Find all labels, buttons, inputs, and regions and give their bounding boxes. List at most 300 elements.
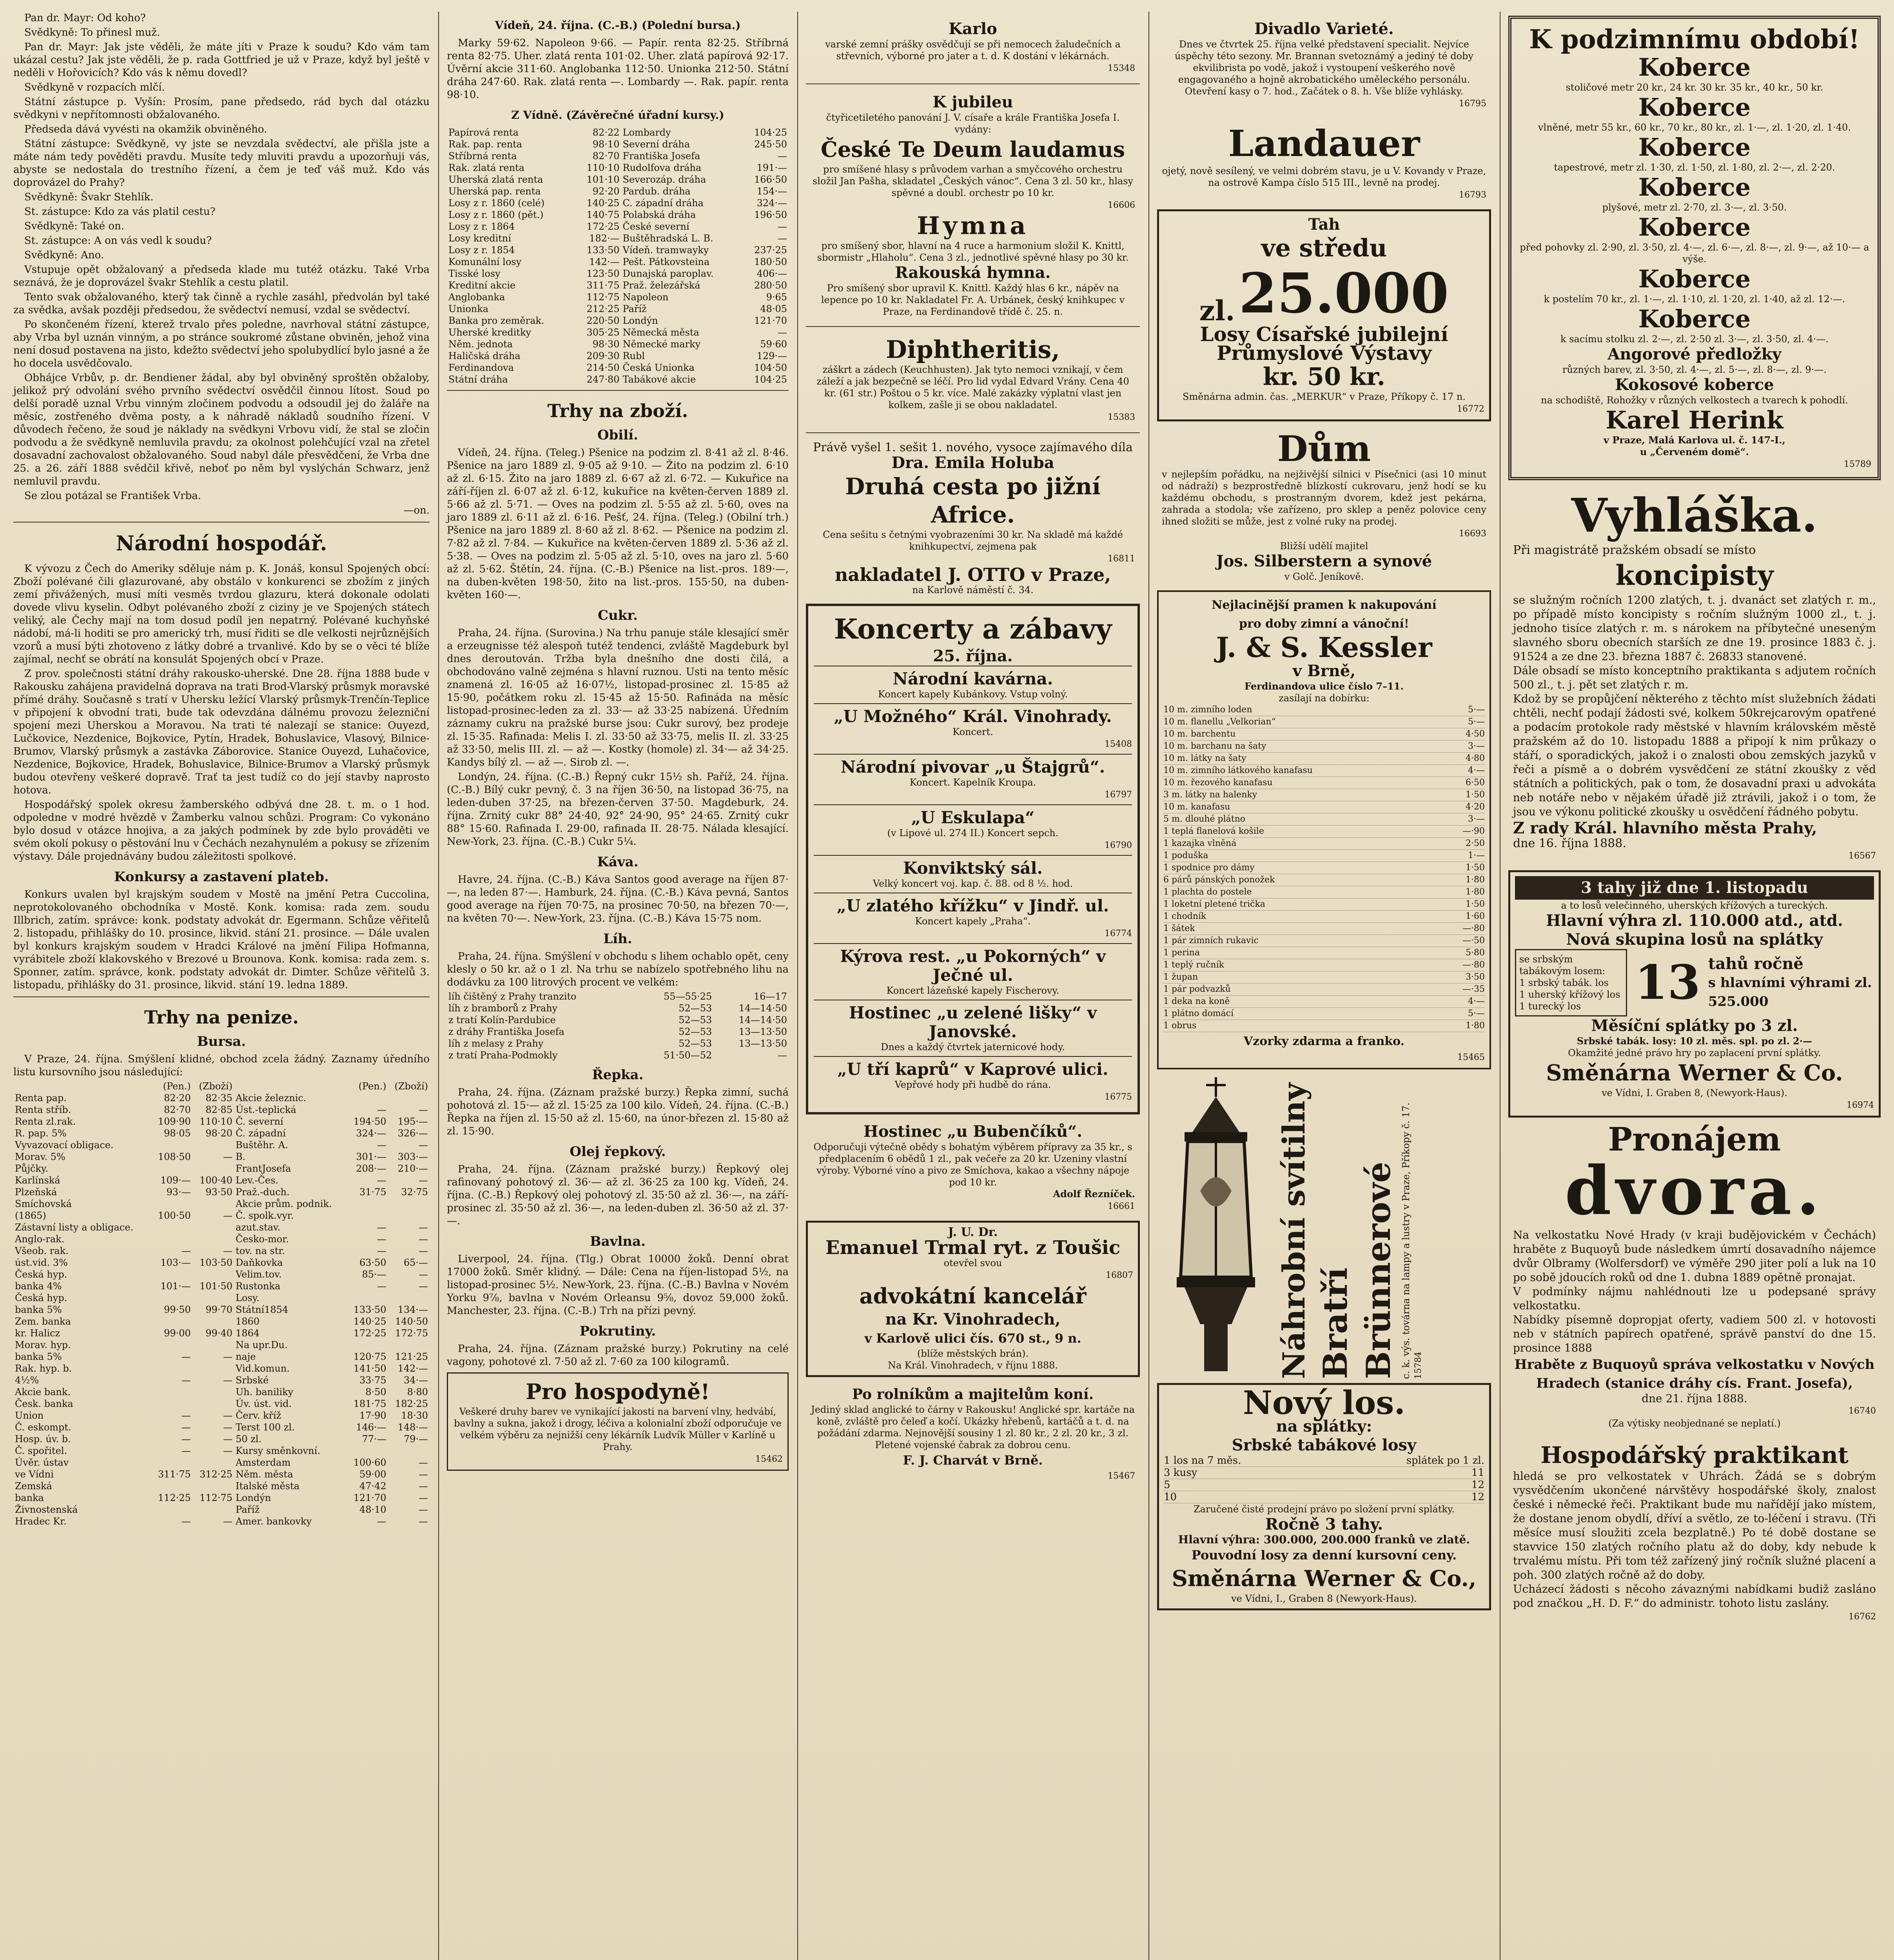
kessler-item [1163,740,1485,753]
koncerty-title: Koncerty a zábavy [834,613,1112,645]
kurs-cell: Česká hyp. [15,1292,67,1303]
text-bavlna: Liverpool, 24. října. (Tlg.) Obrat 10000 žoků. Denní obrat 17000 žoků. Směr klidný. — Dále: Cena na říjen-listopad 5½, na listopad-prosinec 5½. New-York, 23. října. (C.-B.) Bavlna v Novém Yorku 9⅞, bavlna v Novém Orleansu 9⅝, dovoz 59,000 žoků. Manchester, 23. října. (C.-B.) Trh na přízi pevný. [447,1253,789,1317]
vienna-cell: Rak. pap. renta [448,139,522,150]
ad-landauer [1157,118,1491,205]
kurs-header-cell [13,1080,151,1092]
vienna-cell: Německé marky [622,339,701,350]
vienna-row [447,244,789,256]
vienna-cell: Buštěhradská L. B. [622,233,713,244]
ad-karlo [806,16,1140,79]
vienna-cell: 245·50 [754,139,787,150]
article-konkursy: Konkurs uvalen byl krajským soudem v Mostě na jmění Petra Cuccolina, neprotokolovaného obchodníka v Mostě. Konk. komisa: rada zem. soudu Illbrich, zatím. správce: konk. podstaty advokát dr. Egermann. Schůze věřitelů 2. listopadu, přihlášky do 10. prosince, likvid. stání 21. prosince. — Dále uvalen byl konkurs krajským soudem v Hradci Králové na jmění Filipa Hofmanna, vyrábitele zboží klakovského v Brezové u Brounova. Konk. komisa: rada zem. s. Sponner, zatím. správce, konk. podstaty advokát dr. Dimter. Schůze věřitelů 3. listopadu, přihlášky do 31. prosince, likvid. stání 19. ledna 1889. [13,889,430,991]
ad-dum [1157,425,1491,586]
kurs-cell: Červ. kříž [236,1410,281,1421]
koncert-text: (v Lipové ul. 274 II.) Koncert sepch. [887,828,1059,838]
kurs-cell: Daňkovka [236,1257,283,1268]
vienna-cell: 129·— [757,350,787,361]
kurs-cell: Londýn [236,1492,271,1503]
kurs-cell: — [223,1351,233,1362]
lih-cell: 13—13·50 [738,1026,787,1037]
kurs-cell: Zemská [15,1481,52,1492]
vienna-cell: Rubl [622,350,645,361]
dialog-paragraph: Pan dr. Mayr: Od koho? [24,12,146,24]
vienna-cell: Ferdinandova [448,362,514,373]
text-cukr-2: Londýn, 24. října. (C.-B.) Řepný cukr 15½ sh. Paříž, 24. října. (C.-B.) Bílý cukr pevný, č. 3 na říjen 36·50, na listopad 36·75, na leden-duben 37·25, na březen-červen 37·50. Magdeburk, 24. října. Zrnitý cukr 88° 24·40, 92° 24·90, 95° 24·65. Zrnitý cukr 88° 15·60. Rafinada I. 29·00, rafinada II. 28·75. Nálada klesající. New-York, 23. října. (C.-B.) Cukr 5¼. [447,771,789,848]
kurs-cell [347,1292,388,1304]
heading-lih: Líh. [603,931,632,947]
vienna-cell: 98·10 [592,139,620,150]
kurs-cell: Morav. 5% [15,1151,65,1162]
kurs-cell [192,1386,234,1398]
kurs-cell: 8·50 [365,1387,386,1397]
kurs-cell: 82·20 [164,1093,191,1103]
kessler-item-name: 1 pár podvazků [1163,984,1231,994]
ad-kone-title: Po rolníkům a majitelům koní. [852,1386,1094,1403]
lih-cell: 52—53 [679,1038,712,1049]
tahy-num: 16974 [1847,1100,1874,1110]
kurs-row [13,1163,430,1174]
vienna-cell: 166·50 [754,174,787,185]
kurs-cell: 210·— [397,1163,428,1174]
tahy-item: 1 turecký los [1519,1001,1581,1012]
angorove-text: různých barev, zl. 3·50, zl. 4·—, zl. 5·—, zl. 8·—, zl. 9·—. [1562,364,1827,375]
kurs-cell: — [223,1245,233,1256]
kurs-cell: banka 5% [15,1304,62,1315]
kurs-cell: Akcie prům. podnik. [236,1198,332,1209]
lih-row [447,991,789,1002]
kessler-item [1163,850,1485,862]
kurs-cell: Úst.-teplická [236,1104,296,1115]
kurs-cell: kr. Halicz [15,1328,60,1339]
kurs-cell [192,1316,234,1327]
vienna-row [447,174,789,185]
kurs-cell: — [377,1234,386,1245]
ad-diphtheritis [806,332,1140,428]
vyhlaska-text3: Dále obsadí se místo konceptního praktikanta s adjutem ročních 500 zl., t. j. pět set zlatých r. m. [1513,664,1876,691]
herink-num: 15789 [1844,459,1871,469]
text-repka: Praha, 24. října. (Záznam pražské burzy.) Řepka zimní, suchá pohotová zl. 15·— až zl. 15·25 za 100 kilo. Vídeň, 24. října. (C.-B.) Řepka na říjen zl. 15·50 až zl. 15·60, na únor-březen zl. 15·80 až zl. 15·90. [447,1087,789,1137]
kurs-cell: 140·25 [353,1316,386,1327]
kessler-item-price: —·35 [1462,984,1485,994]
kurs-cell [388,1292,430,1304]
kurs-cell: banka 4% [15,1281,62,1292]
text-olej: Praha, 24. října. (Záznam pražské burzy.) Řepkový olej rafinovaný pohotový zl. 36·— až zl. 36·25 za 100 kg. Vídeň, 24. října. (C.-B.) Řepkový olej pohotový zl. 35·50 až zl. 36·—, na září-prosinec zl. 35·50 až zl. 36·—, na leden-duben zl. 36·50 až zl. 37·—. [447,1163,789,1227]
kurs-header-cell [234,1080,347,1092]
kurs-cell: Uh. baniliky [236,1387,294,1397]
kessler-item-price: 1·50 [1466,863,1485,873]
koberce-item-text: k postelím 70 kr., zl. 1·—, zl. 1·10, zl. 1·20, zl. 1·40, až zl. 12·—. [1544,294,1845,305]
novy-addr: ve Vídni, I., Graben 8 (Newyork-Haus). [1231,1593,1417,1604]
novy-row-a: 5 [1164,1479,1170,1491]
koncert-num: 16774 [1105,929,1132,938]
kurs-cell: — [419,1140,428,1151]
vienna-cell: 133·50 [586,245,620,256]
kurs-row [13,1304,430,1316]
ad-kone-text: Jediný sklad anglické to čárny v Rakousku! Anglické spr. kartáče na koně, zvláště pro čeleď a kočí. Ukázky hřebenů, kartáčů a t. d. na požádání zdarma. Nejnovější sousiny 1 zl. 80 kr., 2 zl. 20 kr., 3 zl. Pletené vojenské čabrak za dobrou cenu. [811,1404,1135,1450]
kurs-cell: Zástavní listy a obligace. [15,1222,134,1233]
kurs-cell: — [181,1516,191,1527]
kurs-row [13,1457,430,1468]
tahy-item: 1 srbský tabák. los [1519,977,1609,988]
kurs-cell: 112·25 [158,1492,191,1503]
lih-row [447,1038,789,1049]
kurs-cell: Česko-mor. [236,1234,289,1245]
kurs-cell: Amer. bankovky [236,1516,312,1527]
kurs-cell: 85·— [362,1269,386,1280]
vienna-cell: Londýn [622,315,658,326]
lih-row [447,1002,789,1014]
kessler-item-name: 3 m. látky na halenky [1163,790,1257,800]
court-dialog [13,12,430,503]
kurs-cell: 50 zl. [236,1434,262,1445]
kessler-item-price: 1·50 [1466,899,1485,909]
kurs-cell [388,1339,430,1351]
ad-jubileum-text: čtyřicetiletého panování J. V. císaře a krále Františka Josefa I. vydány: [826,112,1120,135]
tah-amount: 25.000 [1239,261,1449,326]
lih-cell: 13—13·50 [738,1038,787,1049]
koncert-item [814,703,1132,754]
novy-prodej: Pouvodní losy za denní kursovní ceny. [1191,1548,1457,1563]
kurs-cell [192,1398,234,1410]
text-lih: Praha, 24. října. Smýšlení v obchodu s lihem ochablo opět, ceny klesly o 50 kr. až o 1 zl. Na trhu se nabízelo spotřebného lihu na dodávku za 100 litrových procent ve velkém: [447,951,789,988]
kurs-cell: 109·— [160,1175,191,1186]
vienna-row [447,315,789,327]
tahy-items [1515,949,1627,1016]
ad-rak-hymna-title: Rakouská hymna. [895,263,1051,282]
kurs-cell: 312·25 [200,1469,233,1480]
kurs-cell: Č. spolk.vyr. [236,1210,294,1221]
kessler-item-name: 1 teplý ručník [1163,960,1224,970]
kurs-cell: 99·70 [205,1304,233,1315]
kurs-cell: FrantJosefa [236,1163,291,1174]
vienna-cell: Tabákové akcie [622,374,696,385]
kurs-cell [192,1221,234,1233]
vienna-cell: Komunální losy [448,256,522,267]
kurs-cell: 120·75 [353,1351,386,1362]
novy-row-a: 10 [1164,1491,1177,1503]
vienna-cell: Losy kreditní [448,233,511,244]
kurs-row [13,1386,430,1398]
kurs-row [13,1151,430,1163]
kurs-cell [151,1269,192,1280]
lih-cell: — [778,1050,787,1061]
article-export: K vývozu z Čech do Ameriky sděluje nám p. K. Jonáš, konsul Spojených obcí: Zboží polévané čili glazurované, aby obstálo v konkurenci se zbožím z jiných zemí přivážených, musí míti vesměs tvrdou glazuru, která dokonale odolati dovede vlivu kyselin. Odbyt polévaného zboží z ciziny je ve Spojených státech veliký, ale Čechy mají na tom dosud podíl jen nepatrný. Polévané kuchyňské nádobí, má-li hoditi se pro americký trh, musí řiditi se dle velkosti nejrůznějších vzorů a musí býti zhotoveno z látky dobré a trvanlivé. Kdo by se o věci té blíže zajímal, nechť se obrátí na konsulát Spojených obcí v Praze. [13,563,430,665]
ad-bubenec [806,1118,1140,1217]
koncert-name: „U tří kaprů“ v Kaprové ulici. [837,1060,1108,1079]
kessler-item [1163,959,1485,971]
kurs-cell: 32·75 [401,1187,428,1198]
kurs-cell: — [223,1445,233,1456]
vienna-cell: Františka Josefa [622,151,700,162]
kurs-cell: Česk. banka [15,1398,73,1409]
vienna-cell: 191·— [757,162,787,173]
kurs-cell: 303·— [397,1151,428,1162]
vyhlaska-text4: Kdož by se propůjčení některého z těchto míst služebních žádati chtěli, nechť podají žádosti své, kolkem 50krejcarovým opatřené a podacím protokole rady městské v hlavním královském městě pražském až do 10. listopadu 1888 a připojí k nim průkazy o stáří, o sporadických, jakož i o znalosti obou zemských jazyků v řeči a písmě a o dobrém vysvědčení ze státní zkoušky z věd státních a politických, pak o tom, že dosavadní praxi u advokáta neb notáře nebo v nějakém úřadě již ztrávili, jakož i o tom, že jsou ve výkonu politické zkoušky u osvědčení řádného pobytu. [1513,692,1876,818]
kessler-item-price: —·80 [1462,960,1485,970]
kurs-cell [192,1198,234,1210]
tahy-title: 3 tahy již dne 1. listopadu [1515,876,1874,900]
lih-cell: 52—53 [679,1026,712,1037]
kurs-row [13,1316,430,1327]
kurs-cell: banka [15,1492,44,1503]
ad-otto: nakladatel J. OTTO v Praze, [835,564,1111,585]
kurs-cell: úst.vid. 3% [15,1257,68,1268]
prakt-title: Hospodářský praktikant [1540,1442,1849,1468]
vienna-cell: Rak. zlatá renta [448,162,525,173]
kurs-cell: — [181,1351,191,1362]
text-kava: Havre, 24. října. (C.-B.) Káva Santos good average na říjen 87·—, na leden 87·—. Hamburk, 24. října. (C.-B.) Káva pevná, Santos good average na říjen 70·75, na prosinec 70·50, na březen 70·—, na květen 70·—. New-York, 23. října. (C.-B.) Káva 15·75 nom. [447,874,789,924]
dum-text: v nejlepším pořádku, na nejživější silnici v Písečnici (asi 10 minut od nádraží) s bezprostředně blízkostí cukrovaru, jenž hodí se ku každému obchodu, s prostranným dvorem, kdež jest pekárna, zahrada a stodola; vše zařízeno, pro sklep a peněz polovice ceny ihned složiti se může, jest z volné ruky na prodej. [1162,469,1486,527]
angorove-title: Angorové předložky [1607,345,1782,363]
tah-num: 16772 [1457,404,1484,414]
novy-row-b: 12 [1471,1491,1484,1503]
ad-afrika-num: 16811 [1108,554,1135,564]
vienna-cell: — [778,221,787,232]
vienna-cell: Losy z r. 1860 (celé) [448,198,545,209]
kessler-item [1163,898,1485,911]
ad-koberce [1508,16,1881,480]
vienna-cell: Česká Unionka [622,362,695,373]
vienna-cell: 154·— [757,186,787,197]
heading-pokrutiny: Pokrutiny. [579,1323,656,1339]
kurs-cell: 148·— [397,1422,428,1433]
kessler-item-name: 10 m. flanellu „Velkorian“ [1163,717,1276,727]
vienna-row [447,209,789,221]
vienna-row [447,374,789,385]
kessler-city: v Brně, [1292,662,1356,680]
koncert-num: 16775 [1105,1092,1132,1102]
vienna-cell: 196·50 [754,209,787,220]
vienna-cell: 104·25 [754,127,787,138]
novy-tahy: Ročně 3 tahy. [1265,1515,1383,1534]
novy-title: Nový los. [1243,1384,1406,1422]
kurs-cell: 101·50 [200,1281,233,1292]
tah-label: Tah [1308,215,1340,234]
ad-vyhlaska [1508,484,1881,866]
kurs-cell: — [223,1151,233,1162]
kurs-cell: — [419,1469,428,1480]
kessler-item-price: 4·20 [1466,802,1485,812]
kurs-cell [192,1163,234,1174]
kurs-cell: 17·90 [359,1410,386,1421]
kessler-item-price: 1·— [1468,851,1485,860]
kessler-item [1163,886,1485,898]
kurs-cell: 208·— [356,1163,386,1174]
vyhlaska-koncipisty: koncipisty [1615,559,1774,592]
kurs-cell [347,1445,388,1457]
vienna-cell: České severní [622,221,689,232]
kurs-cell: 98·05 [164,1128,191,1139]
kessler-item-name: 10 m. látky na šaty [1163,753,1246,763]
kessler-item [1163,813,1485,826]
vienna-cell: Tisské losy [448,268,501,279]
kurs-header-cell: (Pen.) [163,1081,191,1092]
vienna-cell: Dunajská paroplav. [622,268,714,279]
kurs-cell: — [419,1481,428,1492]
kurs-cell: 82·70 [164,1104,191,1115]
kessler-item [1163,789,1485,801]
variete-title: Divadlo Varieté. [1254,20,1394,38]
pronajem-dvora: dvora. [1565,1152,1824,1230]
kurs-cell: — [419,1222,428,1233]
dialog-paragraph: Pan dr. Mayr: Jak jste věděli, že máte jíti v Praze k soudu? Kdo vám tam ukázal cestu? Jak jste věděli, že p. rada Gottfried je už v Praze, když byl ještě v neděli v Hořovicích? Kdo vás k němu dovedl? [13,41,430,79]
kurs-row [13,1280,430,1292]
section-heading-trhy-penize: Trhy na penize. [144,1007,299,1028]
kessler-addr: Ferdinandova ulice číslo 7–11. [1245,681,1404,692]
tahy-addr: ve Vídni, I. Graben 8, (Newyork-Haus). [1602,1087,1787,1098]
kurs-cell: 82·35 [205,1093,233,1103]
kurs-cell: 112·75 [200,1492,233,1503]
vienna-cell: 140·25 [586,198,620,209]
vienna-row [447,338,789,350]
vienna-cell: Kreditní akcie [448,280,516,291]
ad-jubileum [806,89,1140,321]
vienna-cell: 182·— [589,233,620,244]
kurs-cell: 101·— [160,1281,191,1292]
kessler-item-price: 5·— [1468,1009,1485,1018]
text-cukr: Praha, 24. října. (Surovina.) Na trhu panuje stále klesající směr a erzeugnisse též alespoň tutéž tendenci, zvláště Magdeburk byl dnes deroutován. Tržba byla dnešního dne dosti čilá, a obchodováno valně zejména s hlavní ruznou. Usti na tento měsíc znamená zl. 16·05 až 16·07½, listopad-prosinec zl. 15·85 až 15·90, počátkem roku zl. 15·45 až 15·50. Rafináda na měsíc listopad-prosinec-leden za zl. 33·— až 33·25 nabízená. Úředním záznamy cukru na pražské burse jsou: Cukr surový, bez prodeje zl. 15·35. Rafinada: Melis I. zl. 33·50 až 33·75, melis II. zl. 33·25 až 33·50, melis III. zl. — až —. Kostky (homole) zl. 34·— až 34·25. Kandys bílý zl. — až —. Sirob zl. —. [447,627,789,768]
ad-variete [1157,16,1491,114]
kessler-item [1163,728,1485,740]
pronajem-text: Na velkostatku Nové Hrady (v kraji budějovickém v Čechách) hraběte z Buquoyů bude následkem úmrtí dosavadního nájemce dvůr Olbramy (Wolfersdorf) ve výměře 290 jiter polí a luk na 10 po sobě jdoucích roků od dne 1. dubna 1889 opětně pronajat. [1513,1229,1876,1284]
kessler-item [1163,996,1485,1008]
novy-vyhra: Hlavní výhra: 300.000, 200.000 franků ve zlatě. [1178,1533,1470,1546]
koncert-text: Velký koncert voj. kap. č. 88. od 8 ½. hod. [873,878,1073,889]
vienna-row [447,138,789,150]
kurs-cell: 47·42 [359,1481,386,1492]
vienna-row [447,362,789,374]
kurs-cell [347,1198,388,1210]
kurs-cell: 326·— [397,1128,428,1139]
vienna-cell: Pardub. dráha [622,186,691,197]
vienna-cell: Německá města [622,327,699,338]
kurs-cell: 93·50 [205,1187,233,1198]
koncert-item [814,754,1132,804]
kurs-row [13,1292,430,1304]
dialog-paragraph: Svědkyně: Ano. [24,249,104,261]
kurs-cell: — [377,1516,386,1527]
vienna-row [447,268,789,279]
kessler-item-name: 10 m. řezového kanafasu [1163,778,1273,788]
kurs-cell [347,1092,388,1104]
koberce-item-text: před pohovky zl. 2·90, zl. 3·50, zl. 4·—, zl. 6·—, zl. 8·—, zl. 9·—, až 10·— a výše. [1520,242,1869,265]
ad-bubenec-num: 16661 [1108,1201,1135,1211]
ad-kone-sign: F. J. Charvát v Brně. [903,1453,1043,1468]
vienna-cell: Uherské kreditky [448,327,532,338]
kurs-cell: 100·60 [353,1457,386,1468]
tahy-srbske: Srbské tabák. losy: 10 zl. měs. spl. po zl. 2·— [1577,1035,1812,1047]
kurs-cell [151,1198,192,1210]
tah-amount-row [1164,262,1484,325]
ad-trmal-open: otevřel svou [943,1258,1002,1269]
kessler-item [1163,923,1485,935]
kurs-cell: — [419,1104,428,1115]
pronajem-text2: V podmínky nájmu nahlédnouti lze u podepsané správy velkostatku. [1513,1285,1876,1312]
ad-holub-name: Dra. Emila Holuba [891,454,1054,472]
kurs-cell [151,1221,192,1233]
kessler-item [1163,801,1485,813]
kurs-row [13,1363,430,1374]
kurs-row [13,1421,430,1433]
kurs-cell [151,1139,192,1151]
ad-bubenec-sign: Adolf Řezníček. [1053,1188,1135,1200]
kurs-cell: Anglo-rak. [15,1234,65,1245]
kurs-cell: — [419,1281,428,1292]
koberce-item-text: k sacímu stolku zl. 2·—, zl. 2·50 zl. 3·—, zl. 3·50, zl. 4·—. [1560,334,1829,345]
kurs-cell: 194·50 [353,1116,386,1127]
kurs-cell: — [223,1210,233,1221]
kurs-cell: Plzeňská [15,1187,57,1198]
tahy-item: 1 uherský křížový los [1519,989,1620,1000]
koncert-num: 15408 [1105,739,1132,749]
kurs-cell [388,1198,430,1210]
kurs-cell: — [181,1445,191,1456]
kurs-cell: — [181,1245,191,1256]
kurs-row [13,1410,430,1421]
koncert-name: Národní pivovar „u Štajgrů“. [840,757,1105,777]
tah-day: ve středu [1261,234,1387,262]
kurs-cell: Renta pap. [15,1093,67,1103]
kurs-cell [388,1445,430,1457]
ad-rak-hymna-text: Pro smíšený sbor upravil K. Knittl. Každý hlas 6 kr., nápěv na lepence po 10 kr. Nakladatel Fr. A. Urbánek, český knihkupec v Praze, na Ferdinandově třídě č. 25. n. [821,283,1125,317]
novy-ftr: Zaručené čisté prodejní právo po složení první splátky. [1193,1504,1455,1515]
kurs-cell: 172·25 [353,1328,386,1339]
svitilny-firm: Bratří Brünnerové [1316,1161,1398,1379]
kurs-cell [192,1269,234,1280]
kurs-row [13,1398,430,1410]
kurs-cell: — [181,1422,191,1433]
kurs-cell: azut.stav. [236,1222,281,1233]
kurs-cell [388,1210,430,1221]
vienna-cell: 101·10 [586,174,620,185]
koncert-name: „U Eskulapa“ [911,808,1035,827]
vienna-cell: 247·80 [586,374,620,385]
vienna-cell: 305·25 [586,327,620,338]
kurs-row [13,1433,430,1445]
kessler-item-name: 1 chodník [1163,911,1206,921]
dialog-paragraph: Se zlou potázal se František Vrba. [24,490,201,502]
novy-row-b: splátek po 1 zl. [1406,1455,1484,1466]
novy-row-b: 11 [1471,1467,1484,1479]
vienna-bursa-text: Marky 59·62. Napoleon 9·66. — Papír. renta 82·25. Stříbrná renta 82·75. Uher. zlatá renta 101·02. Uher. zlatá papírová 92·17. Úvěrní akcie 311·60. Anglobanka 112·50. Unionka 212·50. Státní dráha 247·60. Rak. zlatá renta —. Lombardy —. Rak. papír. renta 98·10. [447,37,789,101]
vienna-cell: 59·60 [760,339,787,350]
kurs-cell: 77·— [362,1434,386,1445]
vienna-cell: Unionka [448,303,489,314]
dum-place: v Golč. Jeníkově. [1284,571,1364,582]
ad-trmal-title: J. U. Dr. [948,1225,998,1239]
kessler-item-name: 10 m. kanafasu [1163,802,1230,812]
novy-row-a: 1 los na 7 měs. [1164,1455,1241,1466]
kurs-row [13,1139,430,1151]
ad-trmal-place: na Kr. Vinohradech, [885,1310,1061,1328]
kessler-item-name: 1 loketní pletené trička [1163,899,1266,909]
kurs-cell: 59·00 [359,1469,386,1480]
lih-row [447,1014,789,1026]
kurs-cell [151,1316,192,1327]
dum-more: Bližší udělí majitel [1280,541,1368,552]
lih-cell: 55—55·25 [664,991,712,1002]
ad-trmal [806,1221,1140,1377]
ad-pronajem [1508,1122,1881,1433]
kurs-cell: Vid.komun. [236,1363,290,1374]
novy-row [1164,1491,1484,1503]
kessler-item-name: 10 m. barchentu [1163,729,1236,739]
ad-trmal-name: Emanuel Trmal ryt. z Toušic [825,1237,1121,1259]
kessler-item [1163,947,1485,959]
pronajem-title: Pronájem [1608,1121,1781,1158]
kessler-item [1163,911,1485,923]
kurs-cell: Srbské [236,1375,269,1386]
